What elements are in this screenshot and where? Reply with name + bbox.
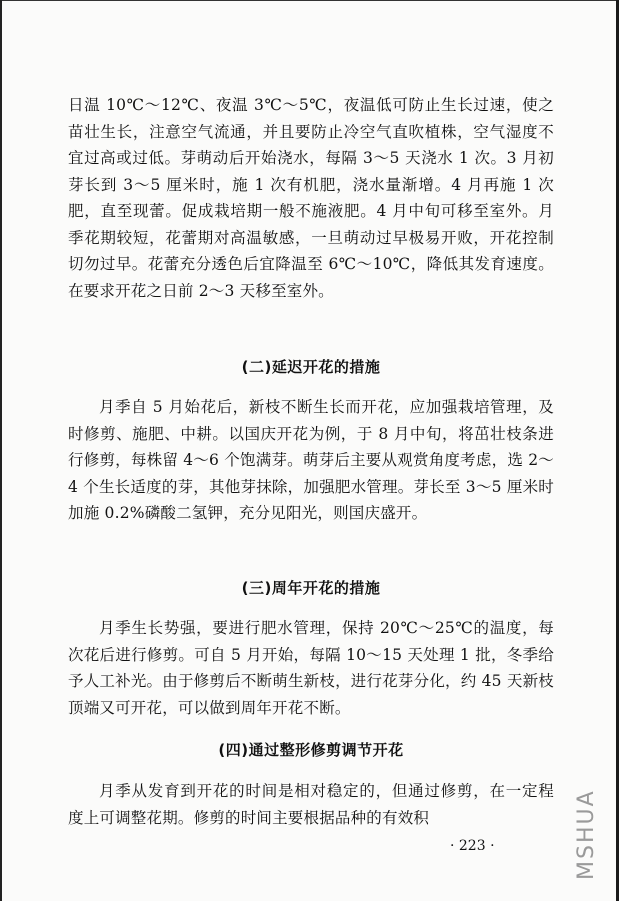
body-section-1 bbox=[68, 92, 554, 304]
scan-edge-left bbox=[0, 0, 2, 901]
section-heading-4: (四)通过整形修剪调节开花 bbox=[218, 741, 404, 759]
paragraph-2: 月季自 5 月始花后，新枝不断生长而开花，应加强栽培管理，及时修剪、施肥、中耕。以国庆开花为例，于 8 月中旬，将茁壮枝条进行修剪，每株留 4～6 个饱满芽。萌芽后主要从观赏角度考虑，选 2～4 个生长适度的芽，其他芽抹除，加强肥水管理。芽长至 3～5 厘米时加施 0.2%磷酸二氢钾，充分见阳光，则国庆盛开。 bbox=[68, 398, 554, 522]
watermark-text: MSHUA bbox=[574, 789, 599, 881]
paragraph-1: 日温 10℃～12℃、夜温 3℃～5℃，夜温低可防止生长过速，使之苗壮生长，注意空气流通，并且要防止冷空气直吹植株，空气湿度不宜过高或过低。芽萌动后开始浇水，每隔 3～5 天浇水 1 次。3 月初芽长到 3～5 厘米时，施 1 次有机肥，浇水量渐增。4 月再施 1 次肥，直至现蕾。促成栽培期一般不施液肥。4 月中旬可移至室外。月季花期较短，花蕾期对高温敏感，一旦萌动过早极易开败，开花控制切勿过早。花蕾充分透色后宜降温至 6℃～10℃，降低其发育速度。在要求开花之日前 2～3 天移至室外。 bbox=[68, 96, 554, 300]
section-heading-3: (三)周年开花的措施 bbox=[241, 579, 381, 597]
paragraph-4: 月季从发育到开花的时间是相对稳定的，但通过修剪，在一定程度上可调整花期。修剪的时间主要根据品种的有效积 bbox=[68, 782, 554, 827]
page-number: · 223 · bbox=[450, 838, 495, 854]
paragraph-3: 月季生长势强，要进行肥水管理，保持 20℃～25℃的温度，每次花后进行修剪。可自 5 月开始，每隔 10～15 天处理 1 批，冬季给予人工补光。由于修剪后不断萌生新枝，进行花芽分化，约 45 天新枝顶端又可开花，可以做到周年开花不断。 bbox=[68, 619, 554, 717]
body-section-4 bbox=[68, 778, 554, 831]
body-section-3 bbox=[68, 615, 554, 721]
body-section-2 bbox=[68, 394, 554, 527]
scan-edge-top bbox=[0, 0, 619, 1]
section-heading-2: (二)延迟开花的措施 bbox=[241, 358, 381, 376]
